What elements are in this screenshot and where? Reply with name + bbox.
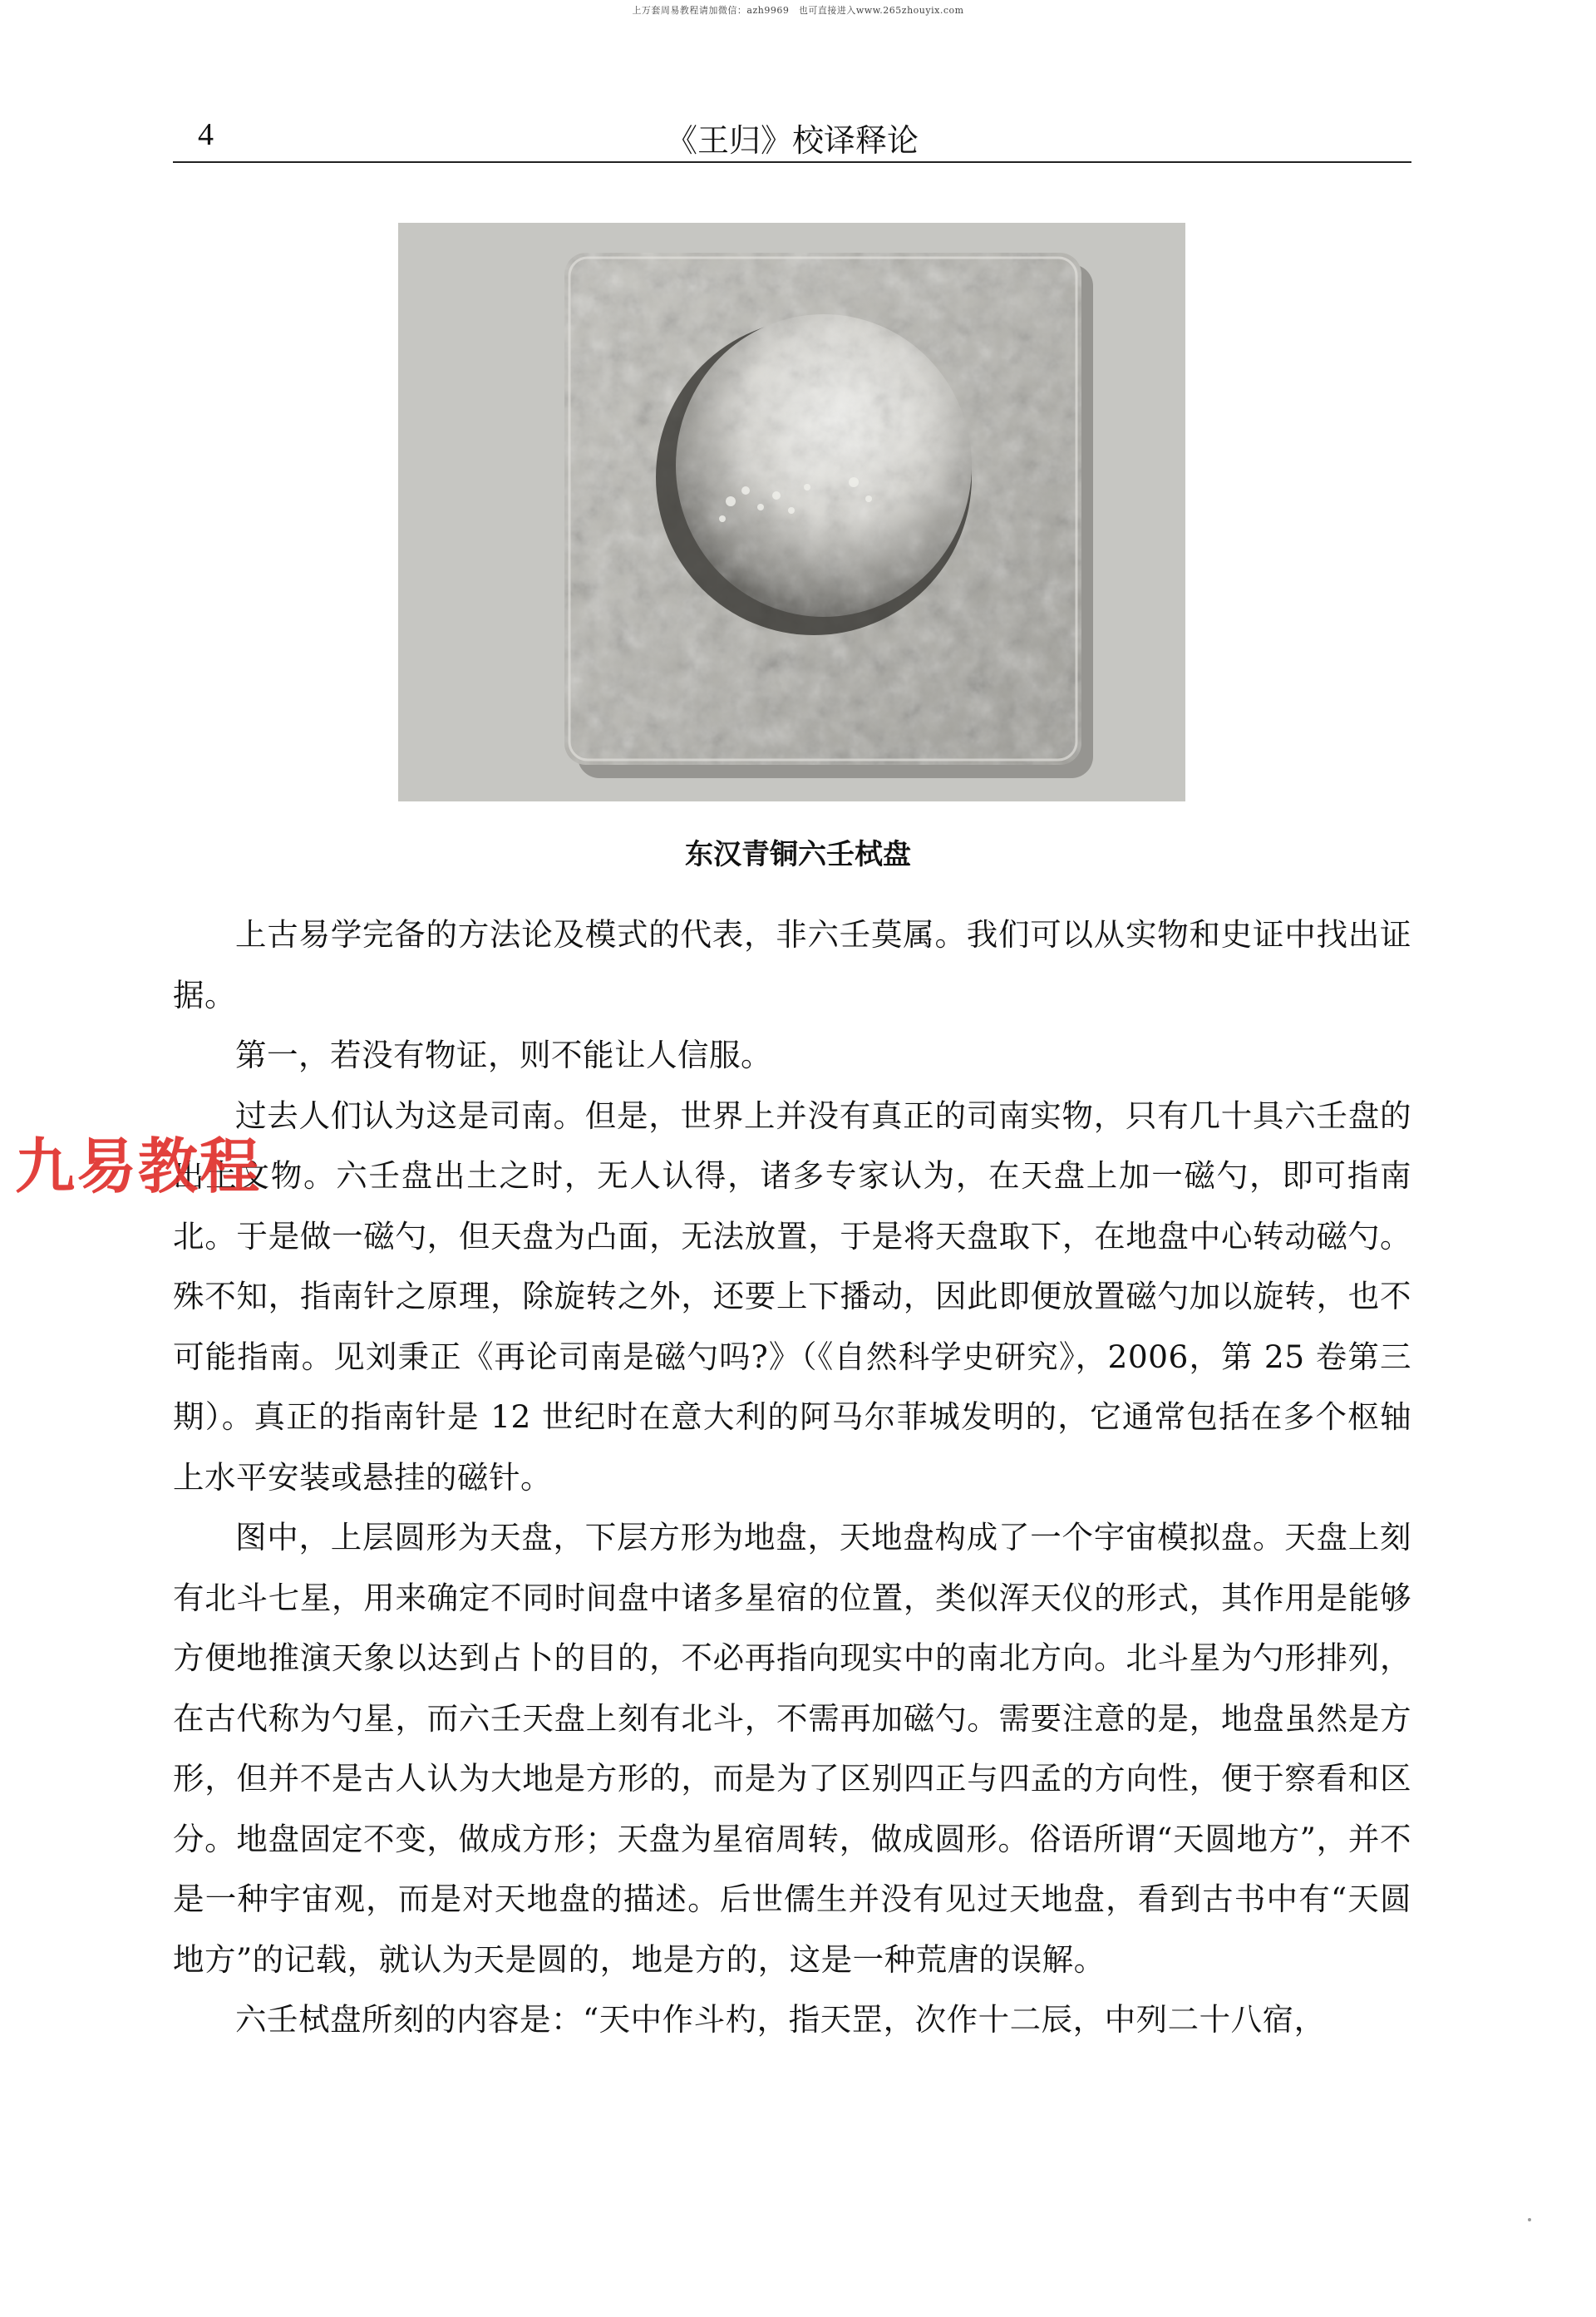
watermark-logo: 九易教程 — [15, 1131, 262, 1201]
paragraph: 第一，若没有物证，则不能让人信服。 — [235, 1037, 772, 1073]
paragraph: 六壬栻盘所刻的内容是：“天中作斗杓，指天罡，次作十二辰，中列二十八宿， — [235, 2001, 1326, 2038]
page-number: 4 — [198, 117, 214, 152]
paragraph: 上古易学完备的方法论及模式的代表，非六壬莫属。我们可以从实物和史证中找出证据。 — [173, 916, 1411, 1013]
running-title: 《王归》校译释论 — [665, 122, 919, 159]
bronze-board-photo — [398, 223, 1185, 801]
paragraph: 图中，上层圆形为天盘，下层方形为地盘，天地盘构成了一个宇宙模拟盘。天盘上刻有北斗七星，用来确定不同时间盘中诸多星宿的位置，类似浑天仪的形式，其作用是能够方便地推演天象以达到占卜的目的，不必再指向现实中的南北方向。北斗星为勺形排列，在古代称为勺星，而六壬天盘上刻有北斗，不需再加磁勺。需要注意的是，地盘虽然是方形，但并不是古人认为大地是方形的，而是为了区别四正与四孟的方向性，便于察看和区分。地盘固定不变，做成方形；天盘为星宿周转，做成圆形。俗语所谓“天圆地方”，并不是一种宇宙观，而是对天地盘的描述。后世儒生并没有见过天地盘，看到古书中有“天圆地方”的记载，就认为天是圆的，地是方的，这是一种荒唐的误解。 — [173, 1519, 1411, 1978]
page-header — [173, 108, 1411, 163]
scan-speck — [1528, 2218, 1531, 2221]
body-text — [173, 905, 1411, 2050]
figure-caption: 东汉青铜六壬栻盘 — [685, 838, 911, 871]
paragraph: 过去人们认为这是司南。但是，世界上并没有真正的司南实物，只有几十具六壬盘的出土文物。六壬盘出土之时，无人认得，诸多专家认为，在天盘上加一磁勺，即可指南北。于是做一磁勺，但天盘为凸面，无法放置，于是将天盘取下，在地盘中心转动磁勺。殊不知，指南针之原理，除旋转之外，还要上下播动，因此即便放置磁勺加以旋转，也不可能指南。见刘秉正《再论司南是磁勺吗?》（《自然科学史研究》，2006，第 25 卷第三期）。真正的指南针是 12 世纪时在意大利的阿马尔菲城发明的，它通常包括在多个枢轴上水平安装或悬挂的磁针。 — [173, 1097, 1411, 1496]
top-note: 上万套周易教程请加微信：azh9969 也可直接进入www.265zhouyix.com — [632, 5, 964, 16]
